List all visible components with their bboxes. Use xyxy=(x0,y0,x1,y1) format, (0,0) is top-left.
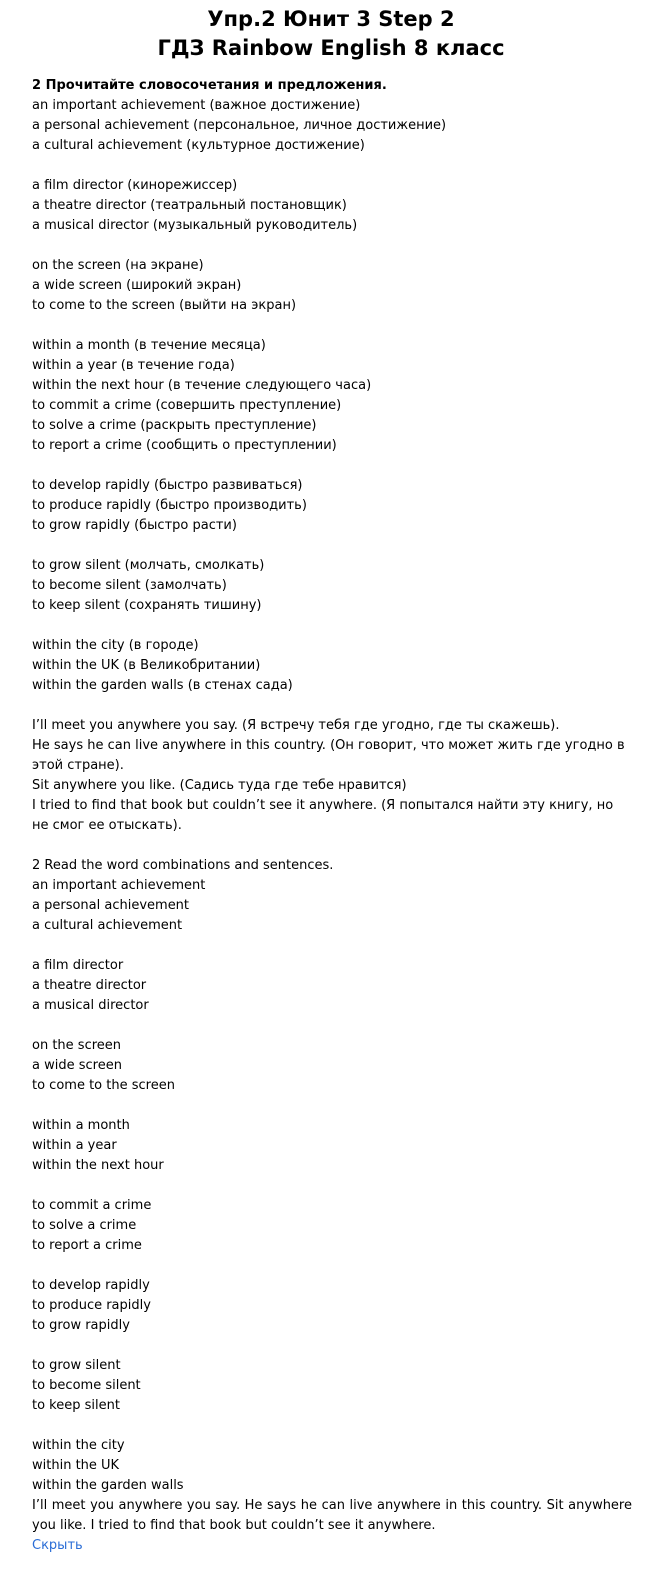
list-item: to grow silent xyxy=(32,1358,121,1373)
list-item: to develop rapidly (быстро развиваться) xyxy=(32,478,303,493)
list-item: to report a crime (сообщить о преступлении) xyxy=(32,438,337,453)
list-item: to report a crime xyxy=(32,1238,142,1253)
spacer xyxy=(32,236,632,256)
sentence: He says he can live anywhere in this country. (Он говорит, что может жить где угодно в этой стране). xyxy=(32,738,625,773)
russian-group-within-crime xyxy=(32,336,632,456)
spacer xyxy=(32,1336,632,1356)
list-item: a musical director xyxy=(32,998,149,1013)
list-item: to become silent (замолчать) xyxy=(32,578,227,593)
spacer xyxy=(32,836,632,856)
spacer xyxy=(32,456,632,476)
list-item: within a month xyxy=(32,1118,130,1133)
list-item: a theatre director xyxy=(32,978,147,993)
english-group-silent xyxy=(32,1356,632,1416)
list-item: to grow rapidly (быстро расти) xyxy=(32,518,237,533)
list-item: within the next hour (в течение следующего часа) xyxy=(32,378,372,393)
list-item: to solve a crime (раскрыть преступление) xyxy=(32,418,317,433)
spacer xyxy=(32,1016,632,1036)
russian-group-within-place xyxy=(32,636,632,696)
list-item: within a year (в течение года) xyxy=(32,358,235,373)
spacer xyxy=(32,1176,632,1196)
sentence: I’ll meet you anywhere you say. (Я встречу тебя где угодно, где ты скажешь). xyxy=(32,718,560,733)
answer-content xyxy=(32,76,632,1556)
footer xyxy=(32,1536,632,1556)
list-item: to commit a crime xyxy=(32,1198,152,1213)
english-group-within-place xyxy=(32,1436,632,1496)
hide-answer-link[interactable]: Скрыть xyxy=(32,1538,83,1553)
list-item: within the garden walls xyxy=(32,1478,184,1493)
spacer xyxy=(32,616,632,636)
list-item: a theatre director (театральный постановщик) xyxy=(32,198,347,213)
list-item: a cultural achievement (культурное достижение) xyxy=(32,138,365,153)
list-item: a personal achievement xyxy=(32,898,190,913)
list-item: to commit a crime (совершить преступление) xyxy=(32,398,342,413)
english-section-heading: 2 Read the word combinations and sentences. xyxy=(32,858,334,873)
russian-section-heading: 2 Прочитайте словосочетания и предложения. xyxy=(32,78,387,93)
english-group-rapidly xyxy=(32,1276,632,1336)
list-item: an important achievement (важное достижение) xyxy=(32,98,361,113)
english-group-crime xyxy=(32,1196,632,1256)
page-title-line-1: Упр.2 Юнит 3 Step 2 xyxy=(207,7,455,31)
russian-section xyxy=(32,76,632,856)
sentence: I tried to find that book but couldn’t see it anywhere. (Я попытался найти эту книгу, но не смог ее отыскать). xyxy=(32,798,614,833)
page-title xyxy=(0,0,662,63)
list-item: a film director (кинорежиссер) xyxy=(32,178,238,193)
list-item: within the garden walls (в стенах сада) xyxy=(32,678,293,693)
list-item: to produce rapidly (быстро производить) xyxy=(32,498,307,513)
list-item: within a year xyxy=(32,1138,117,1153)
spacer xyxy=(32,316,632,336)
list-item: to develop rapidly xyxy=(32,1278,150,1293)
page-title-line-2: ГДЗ Rainbow English 8 класс xyxy=(157,36,505,60)
russian-group-director xyxy=(32,176,632,236)
list-item: to produce rapidly xyxy=(32,1298,151,1313)
list-item: a wide screen xyxy=(32,1058,122,1073)
list-item: to grow silent (молчать, смолкать) xyxy=(32,558,265,573)
russian-sentences xyxy=(32,716,632,836)
list-item: an important achievement xyxy=(32,878,206,893)
list-item: within the city xyxy=(32,1438,125,1453)
spacer xyxy=(32,1416,632,1436)
list-item: within the next hour xyxy=(32,1158,164,1173)
list-item: to come to the screen (выйти на экран) xyxy=(32,298,297,313)
russian-group-achievement xyxy=(32,96,632,156)
list-item: on the screen (на экране) xyxy=(32,258,204,273)
spacer xyxy=(32,536,632,556)
english-section xyxy=(32,856,632,1536)
russian-group-silent xyxy=(32,556,632,616)
english-sentences-paragraph: I’ll meet you anywhere you say. He says he can live anywhere in this country. Sit anywhere you like. I tried to find that book but couldn’t see it anywhere. xyxy=(32,1498,632,1533)
spacer xyxy=(32,1256,632,1276)
list-item: a personal achievement (персональное, личное достижение) xyxy=(32,118,447,133)
list-item: on the screen xyxy=(32,1038,122,1053)
english-group-achievement xyxy=(32,876,632,936)
list-item: to grow rapidly xyxy=(32,1318,130,1333)
english-group-within-time xyxy=(32,1116,632,1176)
russian-group-screen xyxy=(32,256,632,316)
list-item: to become silent xyxy=(32,1378,141,1393)
list-item: to keep silent xyxy=(32,1398,120,1413)
list-item: to solve a crime xyxy=(32,1218,137,1233)
list-item: within the UK xyxy=(32,1458,120,1473)
list-item: a film director xyxy=(32,958,124,973)
english-group-screen xyxy=(32,1036,632,1096)
list-item: within the city (в городе) xyxy=(32,638,199,653)
spacer xyxy=(32,696,632,716)
list-item: a musical director (музыкальный руководитель) xyxy=(32,218,358,233)
spacer xyxy=(32,936,632,956)
list-item: a wide screen (широкий экран) xyxy=(32,278,242,293)
list-item: to come to the screen xyxy=(32,1078,175,1093)
spacer xyxy=(32,1096,632,1116)
russian-group-rapidly xyxy=(32,476,632,536)
sentence: Sit anywhere you like. (Садись туда где тебе нравится) xyxy=(32,778,407,793)
list-item: a cultural achievement xyxy=(32,918,183,933)
english-group-director xyxy=(32,956,632,1016)
list-item: to keep silent (сохранять тишину) xyxy=(32,598,262,613)
list-item: within the UK (в Великобритании) xyxy=(32,658,261,673)
spacer xyxy=(32,156,632,176)
list-item: within a month (в течение месяца) xyxy=(32,338,266,353)
